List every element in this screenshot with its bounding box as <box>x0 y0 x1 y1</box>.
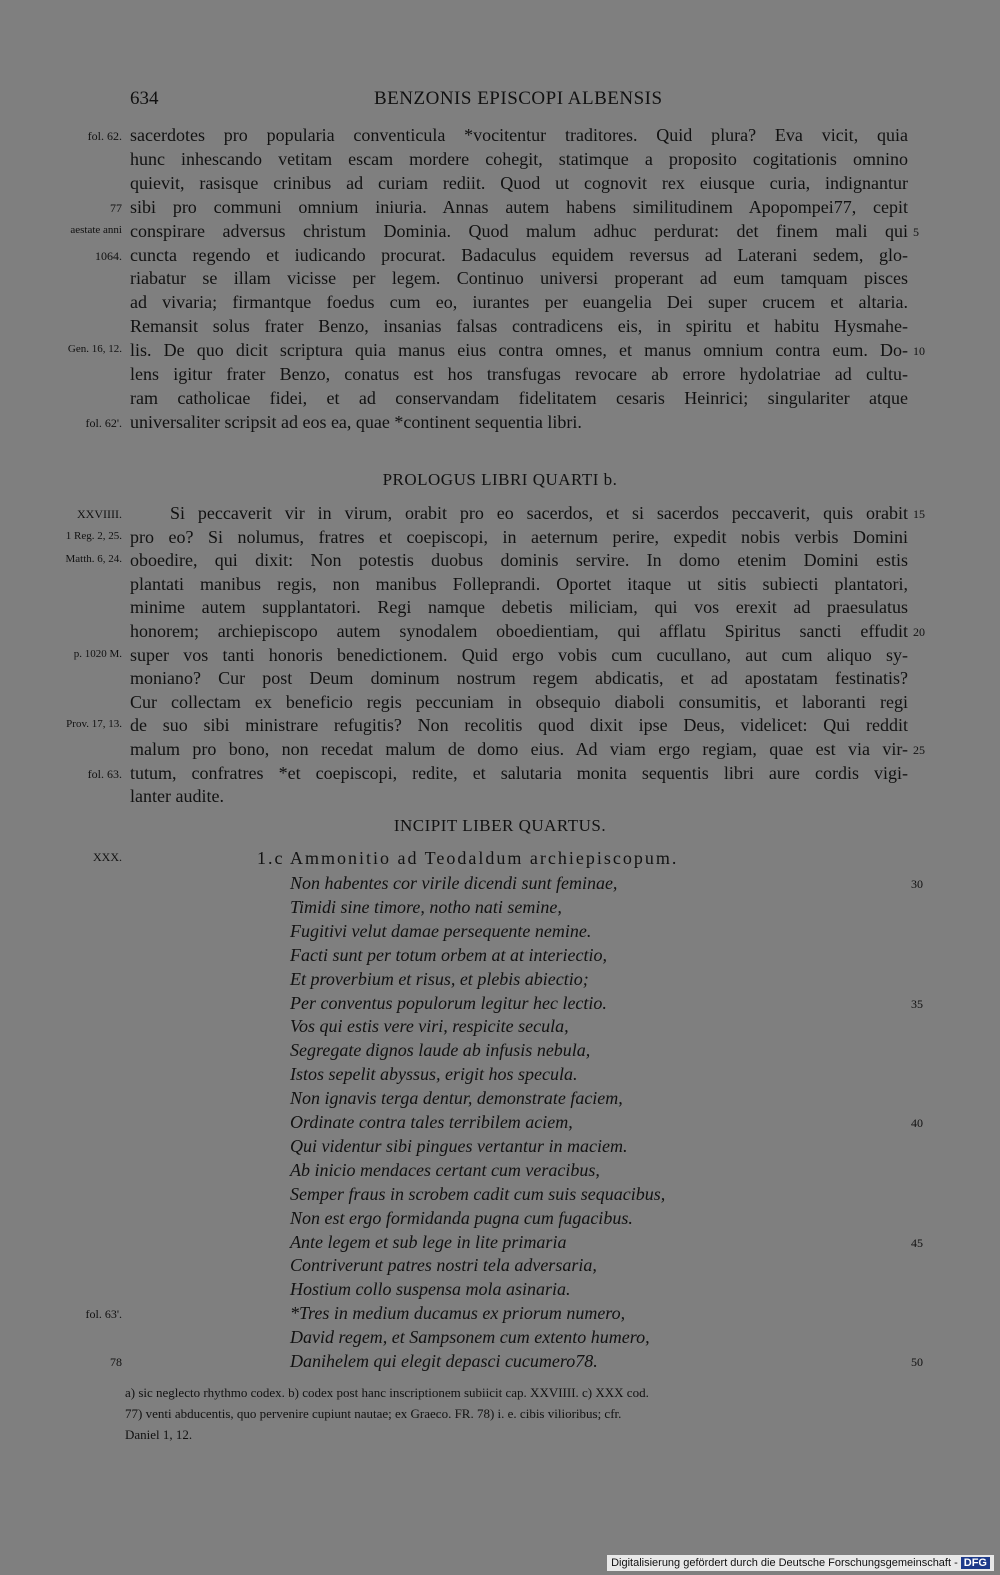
text-line: de suo sibi ministrare refugitis? Non recolitis quod dixit ipse Deus, videlicet: Qui reddit <box>130 715 908 736</box>
margin-note: fol. 62'. <box>85 415 122 430</box>
line-number: 15 <box>913 507 925 521</box>
text-line: lanter audite. <box>130 786 224 807</box>
text-line: Si peccaverit vir in virum, orabit pro eo sacerdos, et si sacerdos peccaverit, quis orabit <box>170 503 908 523</box>
line-number: 50 <box>911 1355 923 1369</box>
margin-note: Prov. 17, 13. <box>66 718 122 731</box>
text-line: oboedire, qui dixit: Non potestis duobus dominis servire. In domo etenim Domini estis <box>130 550 908 571</box>
dfg-logo-icon: DFG <box>961 1557 990 1569</box>
text-line: sacerdotes pro popularia conventicula *vocitentur traditores. Quid plura? Eva vicit, quia <box>130 125 908 145</box>
prologue-heading: PROLOGUS LIBRI QUARTI b. <box>382 470 618 489</box>
verse-line: Non ignavis terga dentur, demonstrate faciem, <box>290 1088 623 1109</box>
text-line: Cur collectam ex beneficio regis peccuniam in obsequio diaboli consumitis, et laboranti regi <box>130 691 908 712</box>
text-line: riabatur se illam vicisse per legem. Continuo universi properant ad eum tamquam pisces <box>130 268 908 289</box>
verse-line: Non habentes cor virile dicendi sunt feminae, <box>290 873 618 893</box>
poem-margin-note: XXX. <box>93 850 122 864</box>
line-number: 25 <box>913 743 925 757</box>
text-line: lens igitur frater Benzo, conatus est hos transfugas revocare ab errore hydolatriae ad cultu- <box>130 364 908 384</box>
text-line: honorem; archiepiscopo autem synodalem oboedientiam, qui afflatu Spiritus sancti effudit <box>130 621 908 641</box>
margin-note: 1 Reg. 2, 25. <box>65 529 122 542</box>
margin-note: Matth. 6, 24. <box>65 553 122 566</box>
text-line: conspirare adversus christum Dominia. Quod malum adhuc perdurat: det finem mali qui <box>130 220 908 241</box>
margin-note: fol. 63. <box>87 766 122 781</box>
footnote-line: 77) venti abducentis, quo pervenire cupiunt nautae; ex Graeco. FR. 78) i. e. cibis vilioribus; cfr. <box>125 1406 622 1421</box>
verse-line: Istos sepelit abyssus, erigit hos specula. <box>290 1064 578 1085</box>
line-number: 35 <box>911 996 923 1011</box>
page-number: 634 <box>130 88 159 109</box>
verse-line: Vos qui estis vere viri, respicite secula, <box>290 1016 569 1037</box>
verse-line: Non est ergo formidanda pugna cum fugacibus. <box>290 1207 633 1228</box>
text-line: ram catholicae fidei, et ad conservandam fidelitatem cesaris Heinrici; singulariter atque <box>130 387 908 408</box>
verse-line: Et proverbium et risus, et plebis abiectio; <box>290 968 589 989</box>
footnote-line: Daniel 1, 12. <box>125 1427 193 1442</box>
verse-line: Per conventus populorum legitur hec lectio. <box>290 992 607 1013</box>
verse-line: *Tres in medium ducamus ex priorum numero, <box>290 1303 626 1324</box>
verse-line: Contriverunt patres nostri tela adversaria, <box>290 1255 597 1276</box>
verse-line: Timidi sine timore, notho nati semine, <box>290 896 562 917</box>
verse-line: David regem, et Sampsonem cum extento humero, <box>290 1327 650 1348</box>
margin-note: 77 <box>110 200 122 215</box>
text-line: hunc inhescando vetitam escam mordere cohegit, statimque a proposito cogitationis omnino <box>130 148 908 169</box>
text-line: malum pro bono, non recedat malum de domo eius. Ad viam ergo regiam, quae est via vir- <box>130 739 908 759</box>
text-line: tutum, confratres *et coepiscopi, redite, et salutaria monita sequentis libri aure cordis vigi- <box>130 762 908 783</box>
verse-line: Segregate dignos laude ab infusis nebula, <box>290 1040 591 1061</box>
line-number: 20 <box>913 625 925 639</box>
text-line: cuncta regendo et iudicando procurat. Badaculus equidem reversus ad Laterani sedem, glo- <box>130 244 908 265</box>
text-line: pro eo? Si nolumus, fratres et coepiscopi, in aeternum perire, expedit nobis verbis Domini <box>130 526 908 547</box>
verse-line: Hostium collo suspensa mola asinaria. <box>290 1279 571 1300</box>
line-number: 5 <box>913 224 919 239</box>
verse-line: Fugitivi velut damae persequente nemine. <box>290 920 592 941</box>
text-line: moniano? Cur post Deum dominum nostrum regem abdicatis, et ad apostatam festinatis? <box>130 668 908 689</box>
incipit-heading: INCIPIT LIBER QUARTUS. <box>393 816 607 835</box>
margin-note: aestate anni <box>70 223 122 236</box>
verse-line: Ab inicio mendaces certant cum veracibus, <box>290 1159 600 1180</box>
text-line: super vos tanti honoris benedictionem. Quid ergo vobis cum cucullano, aut cum aliquo sy- <box>130 644 908 665</box>
text-line: sibi pro communi omnium iniuria. Annas autem habens similitudinem Apopompei77, cepit <box>130 196 908 217</box>
verse-line: Qui videntur sibi pingues vertantur in maciem. <box>290 1135 628 1156</box>
verse-line: Ordinate contra tales terribilem aciem, <box>290 1112 573 1132</box>
text-line: plantati manibus regis, non manibus Folleprandi. Oportet itaque ut sitis subiecti plantatori, <box>130 573 908 594</box>
line-number: 45 <box>911 1235 923 1250</box>
margin-note: fol. 63'. <box>85 1307 122 1322</box>
text-line: ad vivaria; firmantque foedus cum eo, iurantes per euangelia Dei super crucem et altaria. <box>130 292 908 313</box>
text-line: minime autem supplantatori. Regi namque debetis miliciam, qui vos erexit ad praesulatus <box>130 597 908 618</box>
verse-line: Semper fraus in scrobem cadit cum suis sequacibus, <box>290 1183 666 1204</box>
margin-note: 78 <box>110 1355 122 1369</box>
credit-text: Digitalisierung gefördert durch die Deutsche Forschungsgemeinschaft - <box>611 1557 958 1569</box>
text-line: Remansit solus frater Benzo, insanias falsas contradicens eis, in spiritu et habitu Hysmahe- <box>130 316 908 337</box>
poem-title: 1.c Ammonitio ad Teodaldum archiepiscopum. <box>257 848 679 868</box>
margin-note: fol. 62. <box>87 129 122 143</box>
verse-line: Facti sunt per totum orbem at at interiectio, <box>290 944 607 965</box>
digitization-credit <box>607 1555 994 1571</box>
line-number: 40 <box>911 1116 923 1130</box>
line-number: 10 <box>913 344 925 359</box>
footnote-line: a) sic neglecto rhythmo codex. b) codex post hanc inscriptionem subiicit cap. XXVIIII. c) XXX cod. <box>125 1385 649 1400</box>
verse-line: Danihelem qui elegit depasci cucumero78. <box>290 1351 598 1371</box>
line-number: 30 <box>911 877 923 891</box>
margin-note: XXVIIII. <box>77 507 122 521</box>
margin-note: p. 1020 M. <box>73 647 122 660</box>
text-line: quievit, rasisque crinibus ad curiam rediit. Quod ut cognovit rex eiusque curia, indignantur <box>130 172 908 193</box>
margin-note: Gen. 16, 12. <box>67 343 122 356</box>
text-line: lis. De quo dicit scriptura quia manus eius contra omnes, et manus omnium contra eum. Do- <box>130 340 908 361</box>
verse-line: Ante legem et sub lege in lite primaria <box>290 1231 567 1252</box>
text-line: universaliter scripsit ad eos ea, quae *continent sequentia libri. <box>130 411 582 432</box>
running-title: BENZONIS EPISCOPI ALBENSIS <box>374 88 663 109</box>
margin-note: 1064. <box>95 248 122 263</box>
